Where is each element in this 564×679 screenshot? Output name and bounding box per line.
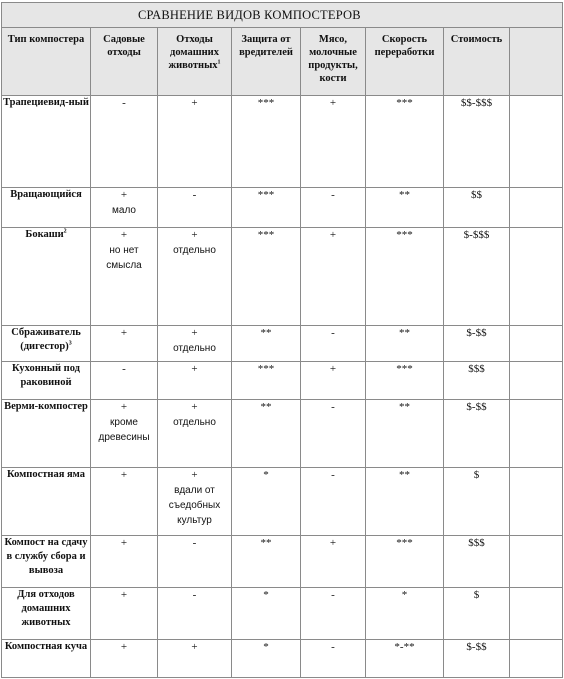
composter-type-label: Сбраживатель (дигестор) [11, 327, 81, 352]
meat-dairy-cell: - [301, 400, 366, 468]
processing-speed-cell: ** [366, 188, 444, 228]
pest-protection-cell: *** [232, 362, 301, 400]
pet-waste-cell [158, 588, 232, 640]
pet-waste-cell [158, 96, 232, 188]
table-title-row [2, 3, 563, 28]
table-row [2, 362, 563, 400]
pet-waste-value: + [191, 401, 198, 413]
processing-speed-cell: *** [366, 362, 444, 400]
processing-speed-cell: ** [366, 468, 444, 536]
composter-type-label: Для отходов домашних животных [17, 589, 75, 628]
footnote-mark: 1 [217, 59, 221, 66]
composter-type [2, 188, 91, 228]
composter-type [2, 362, 91, 400]
pet-waste-cell [158, 640, 232, 678]
cost-cell: $-$$$ [444, 228, 510, 326]
cost-cell: $ [444, 468, 510, 536]
table-row [2, 588, 563, 640]
composter-type-label: Бокаши [25, 229, 64, 240]
meat-dairy-cell: - [301, 468, 366, 536]
garden-waste-value: + [120, 229, 128, 241]
garden-waste-value: - [122, 97, 126, 109]
meat-dairy-cell: + [301, 536, 366, 588]
table-row [2, 400, 563, 468]
garden-waste-note: кроме древесины [98, 417, 150, 443]
cost-cell: $$$ [444, 362, 510, 400]
composter-type-label: Компостная куча [4, 641, 88, 652]
garden-waste-value: + [120, 401, 128, 413]
empty-cell [510, 588, 563, 640]
garden-waste-value: + [120, 589, 128, 601]
meat-dairy-cell: + [301, 96, 366, 188]
composter-type [2, 640, 91, 678]
pet-waste-cell [158, 326, 232, 362]
pet-waste-note: отдельно [173, 245, 216, 256]
garden-waste-cell [91, 96, 158, 188]
empty-cell [510, 326, 563, 362]
table-row [2, 188, 563, 228]
header-empty [510, 28, 563, 96]
garden-waste-value: - [122, 363, 126, 375]
meat-dairy-cell: + [301, 362, 366, 400]
header-pet-waste-label: Отходы домашних животных [168, 34, 219, 71]
processing-speed-cell: *-** [366, 640, 444, 678]
empty-cell [510, 400, 563, 468]
garden-waste-cell [91, 188, 158, 228]
meat-dairy-cell: - [301, 326, 366, 362]
pet-waste-cell [158, 468, 232, 536]
cost-cell: $-$$ [444, 640, 510, 678]
composter-type-label: Трапециевид-ный [3, 97, 89, 108]
footnote-mark: 2 [63, 228, 67, 235]
composter-type-label: Вращающийся [10, 189, 82, 200]
processing-speed-cell: ** [366, 400, 444, 468]
pet-waste-cell [158, 400, 232, 468]
pet-waste-value: + [191, 363, 198, 375]
composter-type-label: Компостная яма [6, 469, 86, 480]
pest-protection-cell: *** [232, 228, 301, 326]
pest-protection-cell: ** [232, 536, 301, 588]
garden-waste-value: + [120, 469, 128, 481]
garden-waste-cell [91, 468, 158, 536]
pet-waste-note: отдельно [173, 343, 216, 354]
garden-waste-cell [91, 362, 158, 400]
empty-cell [510, 188, 563, 228]
empty-cell [510, 96, 563, 188]
pet-waste-cell [158, 536, 232, 588]
pet-waste-value: - [192, 189, 197, 201]
table-row [2, 536, 563, 588]
pest-protection-cell: *** [232, 188, 301, 228]
pet-waste-value: + [191, 229, 198, 241]
composter-comparison-table [1, 2, 563, 678]
garden-waste-value: + [120, 189, 128, 201]
pest-protection-cell: ** [232, 400, 301, 468]
garden-waste-note: мало [112, 205, 136, 216]
garden-waste-note: но нет смысла [106, 245, 142, 271]
cost-cell: $$ [444, 188, 510, 228]
processing-speed-cell: *** [366, 536, 444, 588]
pet-waste-value: - [192, 589, 197, 601]
empty-cell [510, 536, 563, 588]
pet-waste-note: вдали от съедобных культур [168, 485, 221, 526]
cost-cell: $ [444, 588, 510, 640]
table-row [2, 96, 563, 188]
composter-type [2, 536, 91, 588]
garden-waste-value: + [120, 641, 128, 653]
pest-protection-cell: * [232, 588, 301, 640]
meat-dairy-cell: - [301, 188, 366, 228]
composter-type [2, 468, 91, 536]
pest-protection-cell: * [232, 468, 301, 536]
header-meat-dairy: Мясо, молочные продукты, кости [301, 28, 366, 96]
pet-waste-cell [158, 362, 232, 400]
pet-waste-value: + [191, 327, 198, 339]
pet-waste-value: + [191, 641, 198, 653]
pet-waste-value: + [191, 469, 198, 481]
cost-cell: $$-$$$ [444, 96, 510, 188]
pest-protection-cell: ** [232, 326, 301, 362]
composter-type [2, 228, 91, 326]
composter-type [2, 326, 91, 362]
garden-waste-value: + [120, 327, 128, 339]
cost-cell: $-$$ [444, 326, 510, 362]
table-row [2, 640, 563, 678]
meat-dairy-cell: + [301, 228, 366, 326]
composter-type [2, 96, 91, 188]
footnote-mark: 3 [68, 340, 72, 347]
header-garden-waste: Садовые отходы [91, 28, 158, 96]
pet-waste-value: - [192, 537, 197, 549]
header-cost: Стоимость [444, 28, 510, 96]
garden-waste-cell [91, 400, 158, 468]
pest-protection-cell: * [232, 640, 301, 678]
table-header-row [2, 28, 563, 96]
composter-type-label: Компост на сдачу в службу сбора и вывоза [4, 537, 88, 576]
composter-type-label: Верми-компостер [4, 401, 88, 412]
cost-cell: $-$$ [444, 400, 510, 468]
processing-speed-cell: ** [366, 326, 444, 362]
cost-cell: $$$ [444, 536, 510, 588]
pest-protection-cell: *** [232, 96, 301, 188]
composter-type-label: Кухонный под раковиной [12, 363, 80, 388]
garden-waste-value: + [120, 537, 128, 549]
garden-waste-cell [91, 326, 158, 362]
header-type: Тип компостера [2, 28, 91, 96]
pet-waste-value: + [191, 97, 198, 109]
garden-waste-cell [91, 588, 158, 640]
empty-cell [510, 468, 563, 536]
pet-waste-note: отдельно [173, 417, 216, 428]
garden-waste-cell [91, 228, 158, 326]
empty-cell [510, 362, 563, 400]
table-title: СРАВНЕНИЕ ВИДОВ КОМПОСТЕРОВ [2, 3, 563, 28]
processing-speed-cell: *** [366, 96, 444, 188]
empty-cell [510, 228, 563, 326]
pet-waste-cell [158, 188, 232, 228]
processing-speed-cell: *** [366, 228, 444, 326]
table-row [2, 326, 563, 362]
composter-type [2, 588, 91, 640]
header-pest-protection: Защита от вредителей [232, 28, 301, 96]
processing-speed-cell: * [366, 588, 444, 640]
header-processing-speed: Скорость переработки [366, 28, 444, 96]
header-pet-waste [158, 28, 232, 96]
garden-waste-cell [91, 536, 158, 588]
meat-dairy-cell: - [301, 588, 366, 640]
meat-dairy-cell: - [301, 640, 366, 678]
garden-waste-cell [91, 640, 158, 678]
pet-waste-cell [158, 228, 232, 326]
composter-type [2, 400, 91, 468]
empty-cell [510, 640, 563, 678]
table-row [2, 228, 563, 326]
table-row [2, 468, 563, 536]
